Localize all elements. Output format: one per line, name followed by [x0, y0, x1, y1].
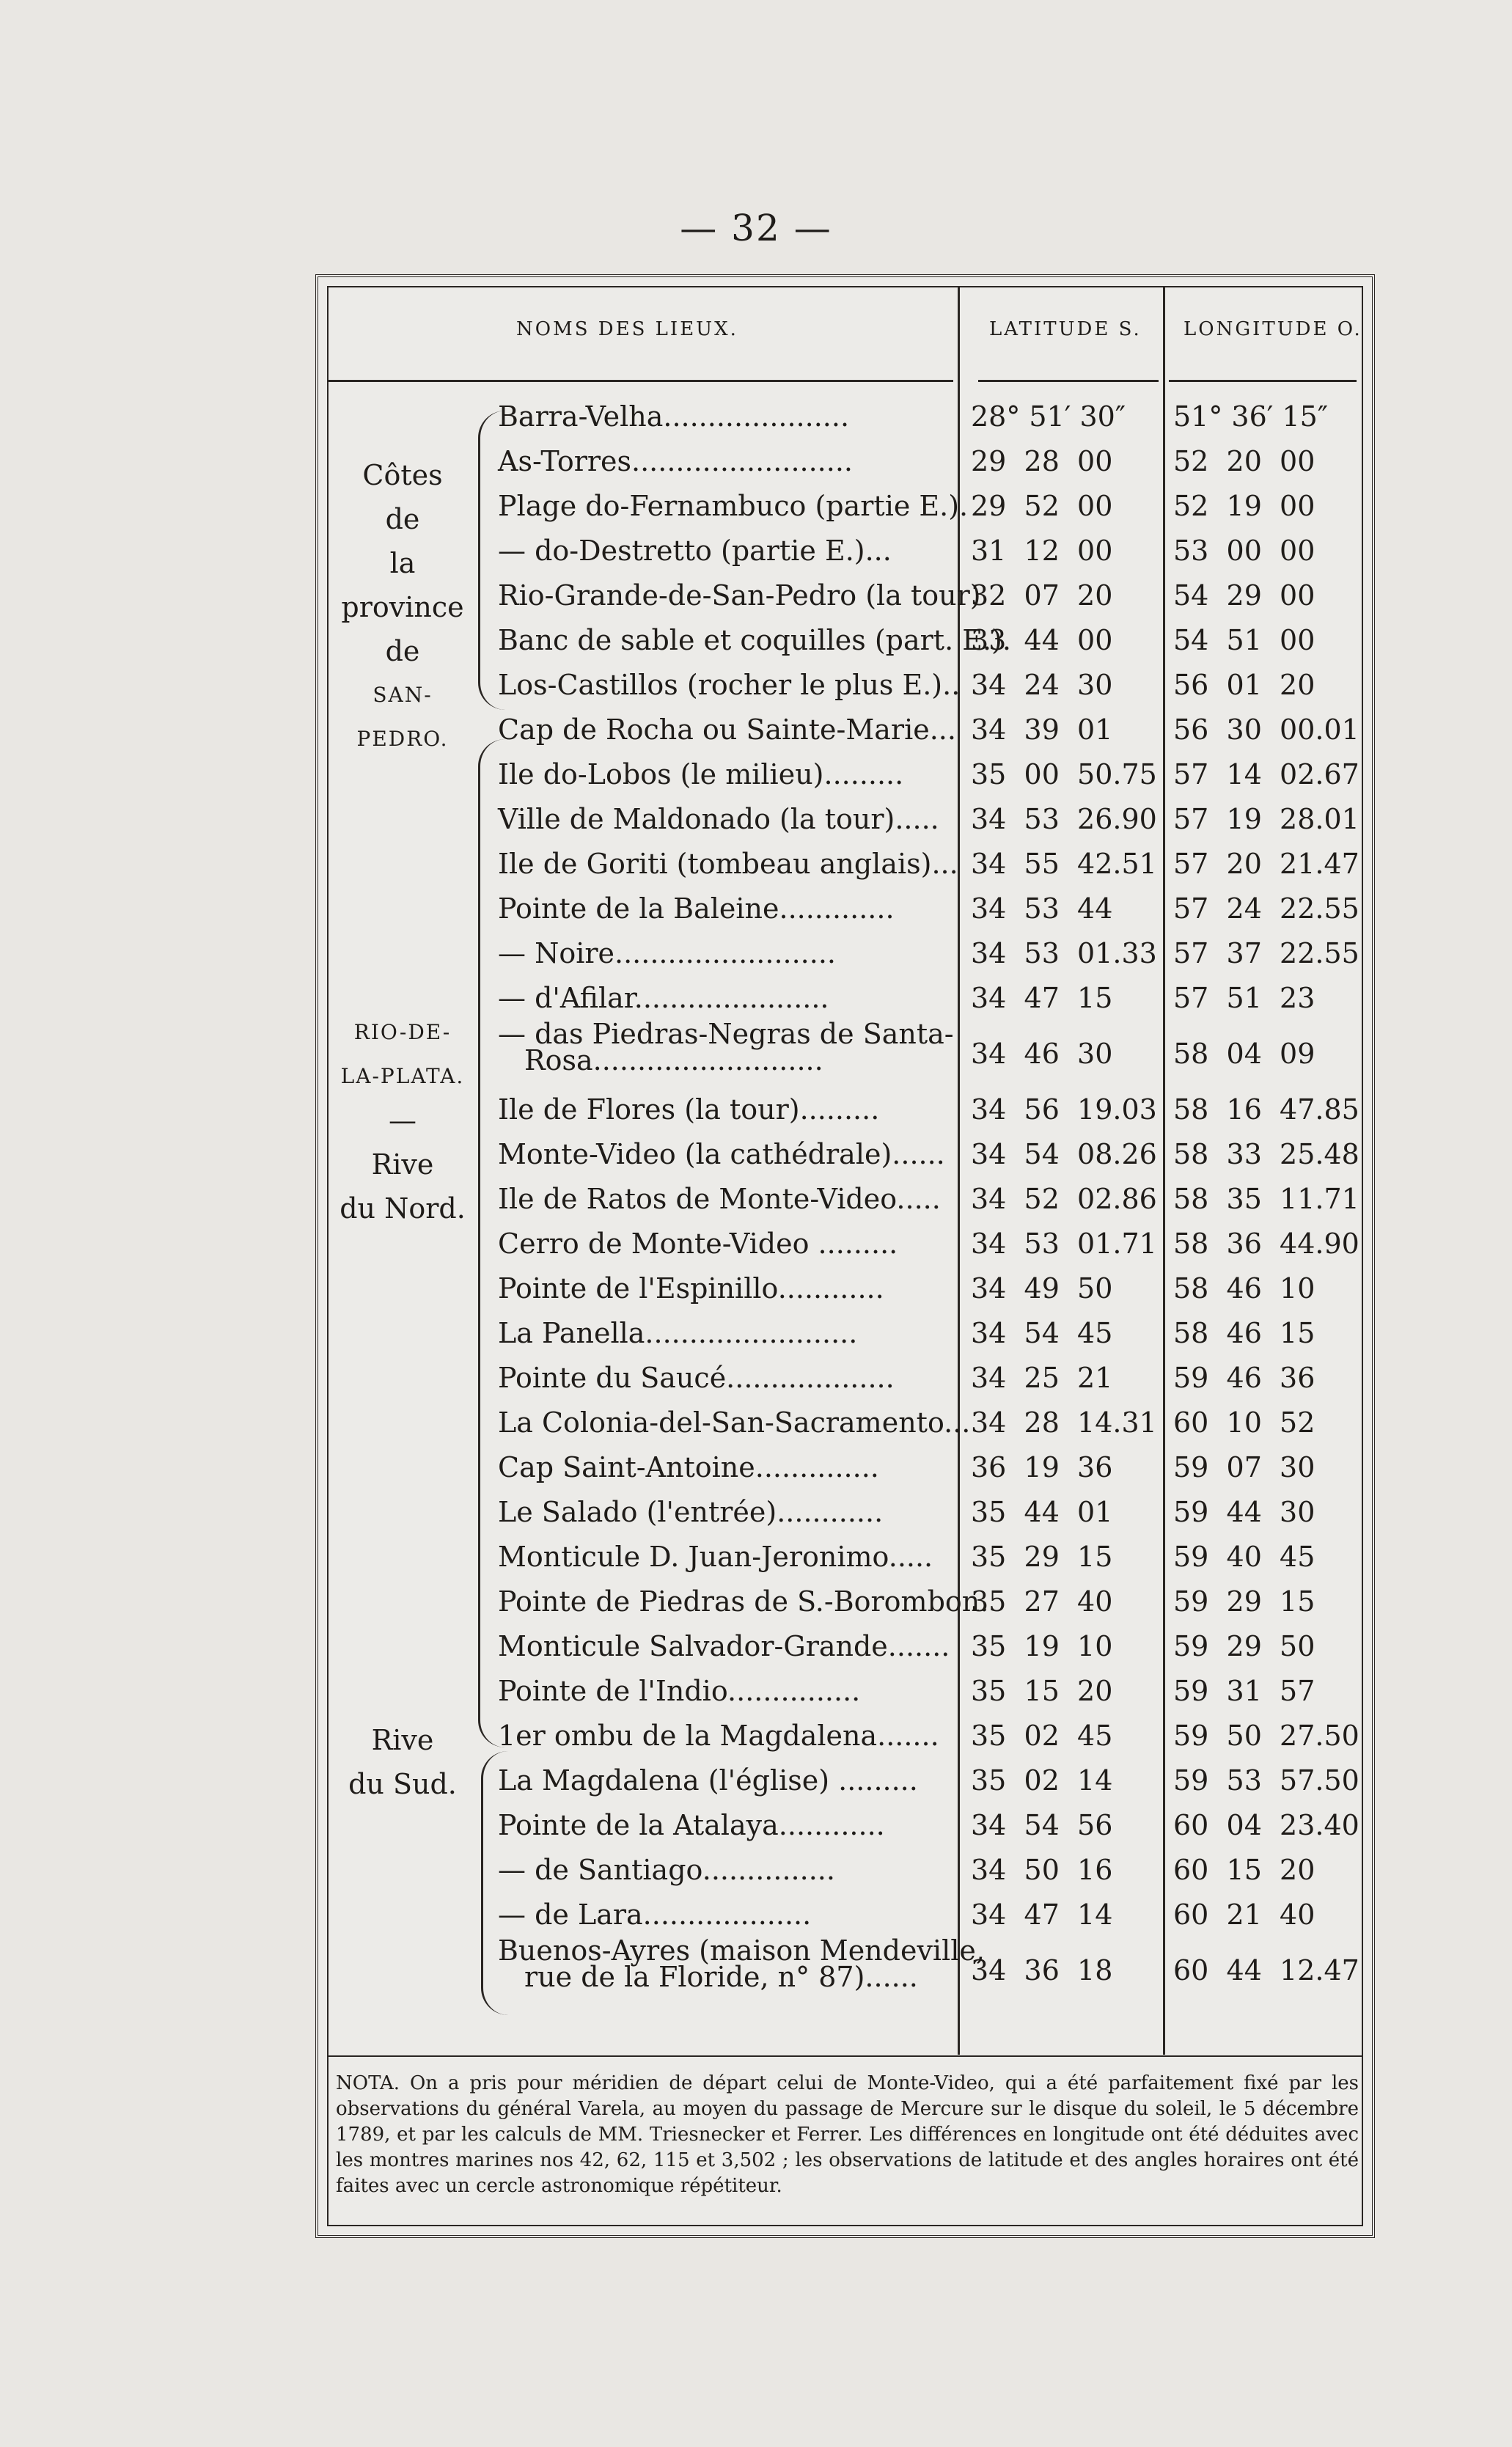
longitude-value: 57 14 02.67 [1173, 758, 1359, 790]
table-row [318, 1266, 1378, 1311]
header-latitude: LATITUDE S. [989, 318, 1142, 340]
latitude-value: 34 54 45 [971, 1317, 1113, 1349]
place-name-line: Ile de Flores (la tour)......... [498, 1093, 880, 1126]
place-name-line: La Panella........................ [498, 1317, 858, 1349]
header-names: NOMS DES LIEUX. [516, 318, 738, 340]
place-name [498, 1624, 953, 1669]
longitude-value: 59 53 57.50 [1173, 1764, 1359, 1797]
place-name-line: Plage do-Fernambuco (partie E.). [498, 490, 969, 522]
place-name-line: As-Torres......................... [498, 445, 853, 477]
latitude-value: 35 15 20 [971, 1675, 1113, 1707]
place-name [498, 1311, 953, 1356]
latitude-value: 34 56 19.03 [971, 1093, 1157, 1126]
latitude-value: 34 53 26.90 [971, 803, 1157, 835]
longitude-value: 58 33 25.48 [1173, 1138, 1359, 1170]
longitude-value: 57 20 21.47 [1173, 848, 1359, 880]
latitude-value: 29 52 00 [971, 490, 1113, 522]
longitude-value: 59 44 30 [1173, 1496, 1315, 1528]
table-row [318, 1934, 1378, 2003]
longitude-value: 60 10 52 [1173, 1406, 1315, 1439]
place-name-line: Rio-Grande-de-San-Pedro (la tour) [498, 579, 981, 612]
table-row [318, 1445, 1378, 1490]
place-name-line: Pointe du Saucé................... [498, 1362, 895, 1394]
place-name [498, 931, 953, 976]
longitude-value: 58 04 09 [1173, 1038, 1315, 1070]
place-name-line: Pointe de l'Indio............... [498, 1675, 861, 1707]
group-cotes-line: de [385, 635, 420, 667]
latitude-value: 35 02 45 [971, 1720, 1113, 1752]
latitude-value: 34 55 42.51 [971, 848, 1157, 880]
longitude-value: 58 36 44.90 [1173, 1228, 1359, 1260]
place-name-line: Pointe de Piedras de S.-Borombon. [498, 1585, 989, 1618]
place-name [498, 1848, 953, 1893]
latitude-value: 31 12 00 [971, 535, 1113, 567]
table-row [318, 1535, 1378, 1580]
longitude-value: 59 40 45 [1173, 1541, 1315, 1573]
place-name [498, 663, 961, 708]
longitude-value: 59 29 50 [1173, 1630, 1315, 1662]
table-row [318, 842, 1378, 887]
group-sud-line: Rive [371, 1724, 434, 1756]
longitude-value: 52 20 00 [1173, 445, 1315, 477]
group-rio-line: RIO-DE- [353, 1020, 452, 1044]
place-name-line: Pointe de la Atalaya............ [498, 1809, 885, 1841]
table-row [318, 1087, 1378, 1132]
table-row [318, 1018, 1378, 1087]
longitude-value: 57 51 23 [1173, 982, 1315, 1014]
group-cotes-line: la province [341, 547, 464, 623]
place-name-line: rue de la Floride, n° 87)...... [524, 1961, 918, 1993]
longitude-value: 58 46 15 [1173, 1317, 1315, 1349]
longitude-value: 59 50 27.50 [1173, 1720, 1359, 1752]
longitude-value: 57 37 22.55 [1173, 937, 1359, 969]
table-row [318, 1669, 1378, 1714]
longitude-value: 52 19 00 [1173, 490, 1315, 522]
table-row [318, 573, 1378, 618]
place-name-line: Los-Castillos (rocher le plus E.).. [498, 669, 961, 701]
place-name-line: Banc de sable et coquilles (part. E.). [498, 624, 1011, 656]
table-row [318, 931, 1378, 976]
latitude-value: 32 07 20 [971, 579, 1113, 612]
table-row [318, 1356, 1378, 1401]
place-name [498, 395, 953, 439]
latitude-value: 34 53 44 [971, 892, 1113, 925]
longitude-value: 58 46 10 [1173, 1272, 1315, 1305]
place-name-line: Ile do-Lobos (le milieu)......... [498, 758, 904, 790]
place-name-line: Monticule D. Juan-Jeronimo..... [498, 1541, 933, 1573]
longitude-value: 58 16 47.85 [1173, 1093, 1359, 1126]
group-sud-line: du Sud. [348, 1768, 457, 1800]
place-name [498, 752, 953, 797]
table-row [318, 439, 1378, 484]
latitude-value: 34 24 30 [971, 669, 1113, 701]
header-rule-lat [978, 380, 1159, 382]
place-name [498, 1177, 953, 1222]
place-name [498, 1934, 985, 1993]
place-name [498, 976, 953, 1021]
place-name [498, 1132, 953, 1177]
longitude-value: 51° 36′ 15″ [1173, 400, 1329, 433]
latitude-value: 34 52 02.86 [971, 1183, 1157, 1215]
latitude-value: 34 47 15 [971, 982, 1113, 1014]
table-row [318, 1490, 1378, 1535]
place-name [498, 1580, 989, 1624]
place-name-line: Cap Saint-Antoine.............. [498, 1451, 879, 1483]
longitude-value: 60 21 40 [1173, 1898, 1315, 1931]
table-row [318, 1580, 1378, 1624]
place-name-line: La Magdalena (l'église) ......... [498, 1764, 918, 1797]
longitude-value: 59 31 57 [1173, 1675, 1315, 1707]
note-rule [327, 2055, 1363, 2057]
latitude-value: 35 19 10 [971, 1630, 1113, 1662]
place-name [498, 1445, 953, 1490]
table-row [318, 395, 1378, 439]
place-name [498, 1266, 953, 1311]
latitude-value: 36 19 36 [971, 1451, 1113, 1483]
place-name [498, 1803, 953, 1848]
place-name-line: — Noire......................... [498, 937, 836, 969]
latitude-value: 34 50 16 [971, 1854, 1113, 1886]
place-name-line: — de Santiago............... [498, 1854, 835, 1886]
latitude-value: 34 46 30 [971, 1038, 1113, 1070]
place-name-line: Le Salado (l'entrée)............ [498, 1496, 884, 1528]
longitude-value: 59 29 15 [1173, 1585, 1315, 1618]
place-name-line: Monte-Video (la cathédrale)...... [498, 1138, 945, 1170]
header-longitude: LONGITUDE O. [1183, 318, 1362, 340]
table-row [318, 1893, 1378, 1937]
longitude-value: 57 19 28.01 [1173, 803, 1359, 835]
latitude-value: 33 44 00 [971, 624, 1113, 656]
group-rio-line: LA-PLATA. [340, 1064, 465, 1088]
place-name [498, 484, 969, 529]
place-name [498, 797, 953, 842]
place-name [498, 439, 953, 484]
table-row [318, 1132, 1378, 1177]
place-name-line: Barra-Velha..................... [498, 400, 850, 433]
group-rio-line: Rive [371, 1148, 434, 1181]
latitude-value: 34 49 50 [971, 1272, 1113, 1305]
header-rule-names [329, 380, 953, 382]
table-row [318, 887, 1378, 931]
latitude-value: 34 54 56 [971, 1809, 1113, 1841]
longitude-value: 59 07 30 [1173, 1451, 1315, 1483]
header-rule-lon [1169, 380, 1357, 382]
latitude-value: 34 28 14.31 [971, 1406, 1157, 1439]
place-name [498, 1714, 953, 1758]
latitude-value: 34 53 01.33 [971, 937, 1157, 969]
place-name [498, 618, 1011, 663]
table-row [318, 663, 1378, 708]
table-row [318, 708, 1378, 752]
place-name-line: 1er ombu de la Magdalena....... [498, 1720, 939, 1752]
longitude-value: 56 30 00.01 [1173, 713, 1359, 746]
group-rio-line: du Nord. [340, 1192, 466, 1225]
table-row [318, 976, 1378, 1021]
place-name [498, 1535, 953, 1580]
table-row [318, 1803, 1378, 1848]
place-name [498, 1401, 971, 1445]
place-name-line: — de Lara................... [498, 1898, 812, 1931]
table-row [318, 797, 1378, 842]
latitude-value: 34 36 18 [971, 1954, 1113, 1986]
page-number: — 32 — [680, 207, 832, 249]
table-row [318, 1848, 1378, 1893]
group-cotes-line: de [385, 503, 420, 535]
place-name [498, 1490, 953, 1535]
place-name-line: Rosa.......................... [524, 1044, 823, 1076]
latitude-value: 35 44 01 [971, 1496, 1113, 1528]
latitude-value: 28° 51′ 30″ [971, 400, 1126, 433]
place-name-line: — das Piedras-Negras de Santa- [498, 1018, 954, 1050]
longitude-value: 60 15 20 [1173, 1854, 1315, 1886]
place-name-line: Buenos-Ayres (maison Mendeville, [498, 1934, 985, 1967]
table-row [318, 1177, 1378, 1222]
table-row [318, 484, 1378, 529]
longitude-value: 57 24 22.55 [1173, 892, 1359, 925]
latitude-value: 34 25 21 [971, 1362, 1113, 1394]
place-name [498, 1758, 953, 1803]
latitude-value: 34 39 01 [971, 713, 1113, 746]
latitude-value: 35 29 15 [971, 1541, 1113, 1573]
latitude-value: 35 27 40 [971, 1585, 1113, 1618]
table-row [318, 1758, 1378, 1803]
place-name-line: Pointe de l'Espinillo............ [498, 1272, 884, 1305]
table-row [318, 752, 1378, 797]
place-name-line: La Colonia-del-San-Sacramento... [498, 1406, 971, 1439]
place-name [498, 887, 953, 931]
place-name [498, 842, 958, 887]
longitude-value: 56 01 20 [1173, 669, 1315, 701]
table-row [318, 1714, 1378, 1758]
place-name-line: Pointe de la Baleine............. [498, 892, 895, 925]
place-name [498, 1018, 954, 1076]
place-name [498, 529, 953, 573]
table-row [318, 1222, 1378, 1266]
latitude-value: 34 47 14 [971, 1898, 1113, 1931]
place-name-line: Ile de Ratos de Monte-Video..... [498, 1183, 941, 1215]
longitude-value: 60 04 23.40 [1173, 1809, 1359, 1841]
longitude-value: 58 35 11.71 [1173, 1183, 1359, 1215]
place-name-line: Monticule Salvador-Grande....... [498, 1630, 950, 1662]
place-name [498, 1356, 953, 1401]
group-cotes-line: SAN-PEDRO. [356, 683, 449, 751]
note-paragraph: NOTA. On a pris pour méridien de départ celui de Monte-Video, qui a été parfaitement fixé par les observations du général Varela, au moyen du passage de Mercure sur le disque du soleil, le 5 décembre 1789, et par les calculs de MM. Triesnecker et Ferrer. Les différences en longitude ont été déduites avec les montres marines nos 42, 62, 115 et 3,502 ; les observations de latitude et des angles horaires ont été faites avec un cercle astronomique répétiteur. [336, 2072, 1359, 2197]
table-row [318, 618, 1378, 663]
longitude-value: 54 51 00 [1173, 624, 1315, 656]
place-name [498, 1087, 953, 1132]
place-name [498, 573, 981, 618]
latitude-value: 35 02 14 [971, 1764, 1113, 1797]
longitude-value: 60 44 12.47 [1173, 1954, 1359, 1986]
latitude-value: 34 54 08.26 [971, 1138, 1157, 1170]
table-row [318, 1311, 1378, 1356]
longitude-value: 53 00 00 [1173, 535, 1315, 567]
place-name-line: Ville de Maldonado (la tour)..... [498, 803, 939, 835]
latitude-value: 35 00 50.75 [971, 758, 1157, 790]
place-name-line: Cerro de Monte-Video ......... [498, 1228, 898, 1260]
place-name [498, 708, 956, 752]
latitude-value: 29 28 00 [971, 445, 1113, 477]
longitude-value: 59 46 36 [1173, 1362, 1315, 1394]
table-row [318, 1401, 1378, 1445]
coordinates-table [315, 274, 1375, 2238]
group-rio-line: — [389, 1104, 416, 1137]
place-name-line: Cap de Rocha ou Sainte-Marie... [498, 713, 956, 746]
table-row [318, 1624, 1378, 1669]
latitude-value: 34 53 01.71 [971, 1228, 1157, 1260]
place-name-line: — do-Destretto (partie E.)... [498, 535, 892, 567]
place-name [498, 1669, 953, 1714]
longitude-value: 54 29 00 [1173, 579, 1315, 612]
table-row [318, 529, 1378, 573]
place-name [498, 1893, 953, 1937]
place-name-line: Ile de Goriti (tombeau anglais)... [498, 848, 958, 880]
place-name-line: — d'Afilar...................... [498, 982, 829, 1014]
group-cotes-line: Côtes [362, 459, 443, 491]
place-name [498, 1222, 953, 1266]
